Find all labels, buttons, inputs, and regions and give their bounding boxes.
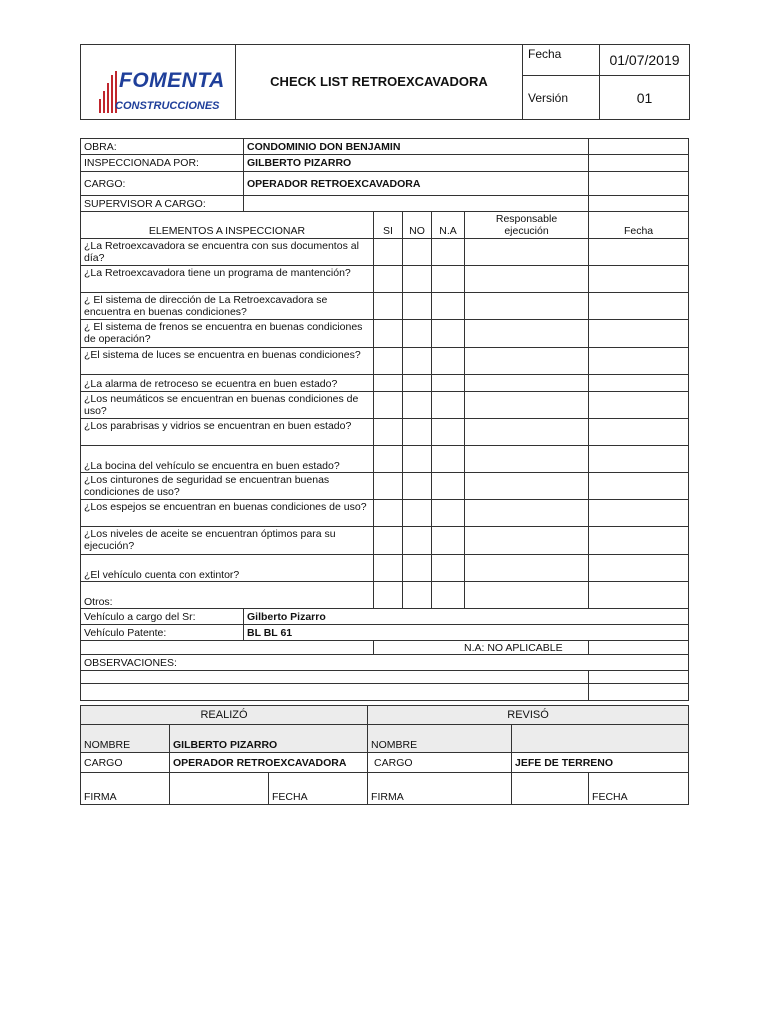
responsable-cell[interactable] bbox=[465, 375, 589, 392]
fecha-cell[interactable] bbox=[589, 348, 689, 375]
check-si[interactable] bbox=[374, 582, 403, 609]
fecha-cell[interactable] bbox=[589, 446, 689, 473]
logo-main-text: FOMENTA bbox=[119, 69, 225, 92]
check-si[interactable] bbox=[374, 555, 403, 582]
check-si[interactable] bbox=[374, 320, 403, 348]
check-no[interactable] bbox=[403, 320, 432, 348]
realizo-cargo-label: CARGO bbox=[81, 753, 170, 773]
check-na[interactable] bbox=[432, 446, 465, 473]
responsable-cell[interactable] bbox=[465, 582, 589, 609]
check-si[interactable] bbox=[374, 375, 403, 392]
reviso-fecha-label: FECHA bbox=[589, 773, 689, 805]
col-na: N.A bbox=[432, 212, 465, 239]
obra-value: CONDOMINIO DON BENJAMIN bbox=[244, 139, 589, 155]
check-si[interactable] bbox=[374, 419, 403, 446]
col-fecha: Fecha bbox=[589, 212, 689, 239]
fecha-cell[interactable] bbox=[589, 582, 689, 609]
fecha-cell[interactable] bbox=[589, 555, 689, 582]
check-no[interactable] bbox=[403, 392, 432, 419]
fecha-cell[interactable] bbox=[589, 500, 689, 527]
reviso-header: REVISÓ bbox=[368, 706, 689, 725]
col-no: NO bbox=[403, 212, 432, 239]
checklist-row bbox=[81, 392, 689, 419]
na-note: N.A: NO APLICABLE bbox=[374, 641, 589, 655]
version-label: Versión bbox=[523, 76, 600, 120]
signature-table bbox=[80, 705, 689, 805]
check-no[interactable] bbox=[403, 239, 432, 266]
checklist-question: Otros: bbox=[81, 582, 374, 609]
check-si[interactable] bbox=[374, 527, 403, 555]
inspeccionada-value: GILBERTO PIZARRO bbox=[244, 155, 589, 172]
checklist-row bbox=[81, 348, 689, 375]
check-si[interactable] bbox=[374, 392, 403, 419]
fecha-cell[interactable] bbox=[589, 239, 689, 266]
checklist-row bbox=[81, 375, 689, 392]
reviso-cargo-value: JEFE DE TERRENO bbox=[512, 753, 689, 773]
reviso-cargo-label: CARGO bbox=[368, 753, 512, 773]
check-no[interactable] bbox=[403, 375, 432, 392]
header-table bbox=[80, 44, 690, 120]
fecha-cell[interactable] bbox=[589, 392, 689, 419]
fecha-cell[interactable] bbox=[589, 419, 689, 446]
check-si[interactable] bbox=[374, 446, 403, 473]
checklist-question: ¿Los cinturones de seguridad se encuentran buenas condiciones de uso? bbox=[81, 473, 374, 500]
check-na[interactable] bbox=[432, 375, 465, 392]
vehiculo-patente-value: BL BL 61 bbox=[244, 625, 689, 641]
responsable-cell[interactable] bbox=[465, 527, 589, 555]
checklist-question: ¿Los espejos se encuentran en buenas condiciones de uso? bbox=[81, 500, 374, 527]
checklist-row bbox=[81, 527, 689, 555]
col-elementos: ELEMENTOS A INSPECCIONAR bbox=[81, 212, 374, 239]
fecha-cell[interactable] bbox=[589, 266, 689, 293]
check-no[interactable] bbox=[403, 582, 432, 609]
check-si[interactable] bbox=[374, 239, 403, 266]
checklist-row bbox=[81, 320, 689, 348]
checklist-row bbox=[81, 582, 689, 609]
check-no[interactable] bbox=[403, 446, 432, 473]
check-no[interactable] bbox=[403, 348, 432, 375]
realizo-header: REALIZÓ bbox=[81, 706, 368, 725]
fecha-cell[interactable] bbox=[589, 527, 689, 555]
checklist-row bbox=[81, 555, 689, 582]
check-na[interactable] bbox=[432, 527, 465, 555]
vehiculo-cargo-label: Vehículo a cargo del Sr: bbox=[81, 609, 244, 625]
check-no[interactable] bbox=[403, 266, 432, 293]
checklist-question: ¿ El sistema de frenos se encuentra en buenas condiciones de operación? bbox=[81, 320, 374, 348]
checklist-row bbox=[81, 239, 689, 266]
check-na[interactable] bbox=[432, 320, 465, 348]
check-no[interactable] bbox=[403, 555, 432, 582]
vehiculo-cargo-value: Gilberto Pizarro bbox=[244, 609, 689, 625]
check-no[interactable] bbox=[403, 527, 432, 555]
fecha-value: 01/07/2019 bbox=[600, 45, 690, 76]
vehiculo-patente-label: Vehículo Patente: bbox=[81, 625, 244, 641]
realizo-nombre-label: NOMBRE bbox=[81, 725, 170, 753]
responsable-cell[interactable] bbox=[465, 473, 589, 500]
responsable-cell[interactable] bbox=[465, 500, 589, 527]
checklist-question: ¿La Retroexcavadora tiene un programa de mantención? bbox=[81, 266, 374, 293]
check-no[interactable] bbox=[403, 293, 432, 320]
checklist-question: ¿La bocina del vehículo se encuentra en buen estado? bbox=[81, 446, 374, 473]
checklist-question: ¿Los niveles de aceite se encuentran óptimos para su ejecución? bbox=[81, 527, 374, 555]
cargo-value: OPERADOR RETROEXCAVADORA bbox=[244, 172, 589, 196]
responsable-cell[interactable] bbox=[465, 419, 589, 446]
responsable-cell[interactable] bbox=[465, 239, 589, 266]
supervisor-value bbox=[244, 196, 589, 212]
check-si[interactable] bbox=[374, 266, 403, 293]
reviso-nombre-label: NOMBRE bbox=[368, 725, 512, 753]
checklist-question: ¿La alarma de retroceso se ecuentra en buen estado? bbox=[81, 375, 374, 392]
responsable-cell[interactable] bbox=[465, 293, 589, 320]
check-na[interactable] bbox=[432, 348, 465, 375]
checklist-row bbox=[81, 500, 689, 527]
check-na[interactable] bbox=[432, 582, 465, 609]
col-si: SI bbox=[374, 212, 403, 239]
checklist-table bbox=[80, 138, 689, 701]
logo-sub-text: CONSTRUCCIONES bbox=[115, 100, 220, 112]
responsable-cell[interactable] bbox=[465, 392, 589, 419]
cargo-label: CARGO: bbox=[81, 172, 244, 196]
checklist-question: ¿Los parabrisas y vidrios se encuentran en buen estado? bbox=[81, 419, 374, 446]
checklist-question: ¿ El sistema de dirección de La Retroexcavadora se encuentra en buenas condiciones? bbox=[81, 293, 374, 320]
checklist-question: ¿La Retroexcavadora se encuentra con sus documentos al día? bbox=[81, 239, 374, 266]
check-si[interactable] bbox=[374, 348, 403, 375]
checklist-row bbox=[81, 293, 689, 320]
checklist-row bbox=[81, 266, 689, 293]
check-na[interactable] bbox=[432, 555, 465, 582]
page-title: CHECK LIST RETROEXCAVADORA bbox=[236, 45, 523, 120]
check-na[interactable] bbox=[432, 500, 465, 527]
fecha-cell[interactable] bbox=[589, 320, 689, 348]
observaciones-label: OBSERVACIONES: bbox=[81, 655, 689, 671]
checklist-row bbox=[81, 446, 689, 473]
realizo-firma-label: FIRMA bbox=[81, 773, 170, 805]
realizo-nombre-value: GILBERTO PIZARRO bbox=[170, 725, 368, 753]
check-no[interactable] bbox=[403, 419, 432, 446]
fecha-cell[interactable] bbox=[589, 375, 689, 392]
check-no[interactable] bbox=[403, 500, 432, 527]
check-na[interactable] bbox=[432, 239, 465, 266]
checklist-row bbox=[81, 419, 689, 446]
fecha-cell[interactable] bbox=[589, 293, 689, 320]
responsable-cell[interactable] bbox=[465, 348, 589, 375]
check-no[interactable] bbox=[403, 473, 432, 500]
check-na[interactable] bbox=[432, 266, 465, 293]
logo-cell bbox=[81, 45, 236, 120]
realizo-fecha-label: FECHA bbox=[269, 773, 368, 805]
fecha-cell[interactable] bbox=[589, 473, 689, 500]
supervisor-label: SUPERVISOR A CARGO: bbox=[81, 196, 244, 212]
check-si[interactable] bbox=[374, 473, 403, 500]
check-si[interactable] bbox=[374, 293, 403, 320]
checklist-question: ¿Los neumáticos se encuentran en buenas condiciones de uso? bbox=[81, 392, 374, 419]
responsable-cell[interactable] bbox=[465, 320, 589, 348]
reviso-firma-label: FIRMA bbox=[368, 773, 512, 805]
col-responsable: Responsable ejecución bbox=[465, 212, 589, 239]
check-na[interactable] bbox=[432, 419, 465, 446]
checklist-question: ¿El sistema de luces se encuentra en buenas condiciones? bbox=[81, 348, 374, 375]
realizo-cargo-value: OPERADOR RETROEXCAVADORA bbox=[170, 753, 368, 773]
version-value: 01 bbox=[600, 76, 690, 120]
responsable-cell[interactable] bbox=[465, 446, 589, 473]
inspeccionada-label: INSPECCIONADA POR: bbox=[81, 155, 244, 172]
responsable-cell[interactable] bbox=[465, 555, 589, 582]
checklist-question: ¿El vehículo cuenta con extintor? bbox=[81, 555, 374, 582]
check-na[interactable] bbox=[432, 392, 465, 419]
check-si[interactable] bbox=[374, 500, 403, 527]
fecha-label: Fecha bbox=[523, 45, 600, 76]
check-na[interactable] bbox=[432, 293, 465, 320]
obra-label: OBRA: bbox=[81, 139, 244, 155]
checklist-row bbox=[81, 473, 689, 500]
check-na[interactable] bbox=[432, 473, 465, 500]
responsable-cell[interactable] bbox=[465, 266, 589, 293]
